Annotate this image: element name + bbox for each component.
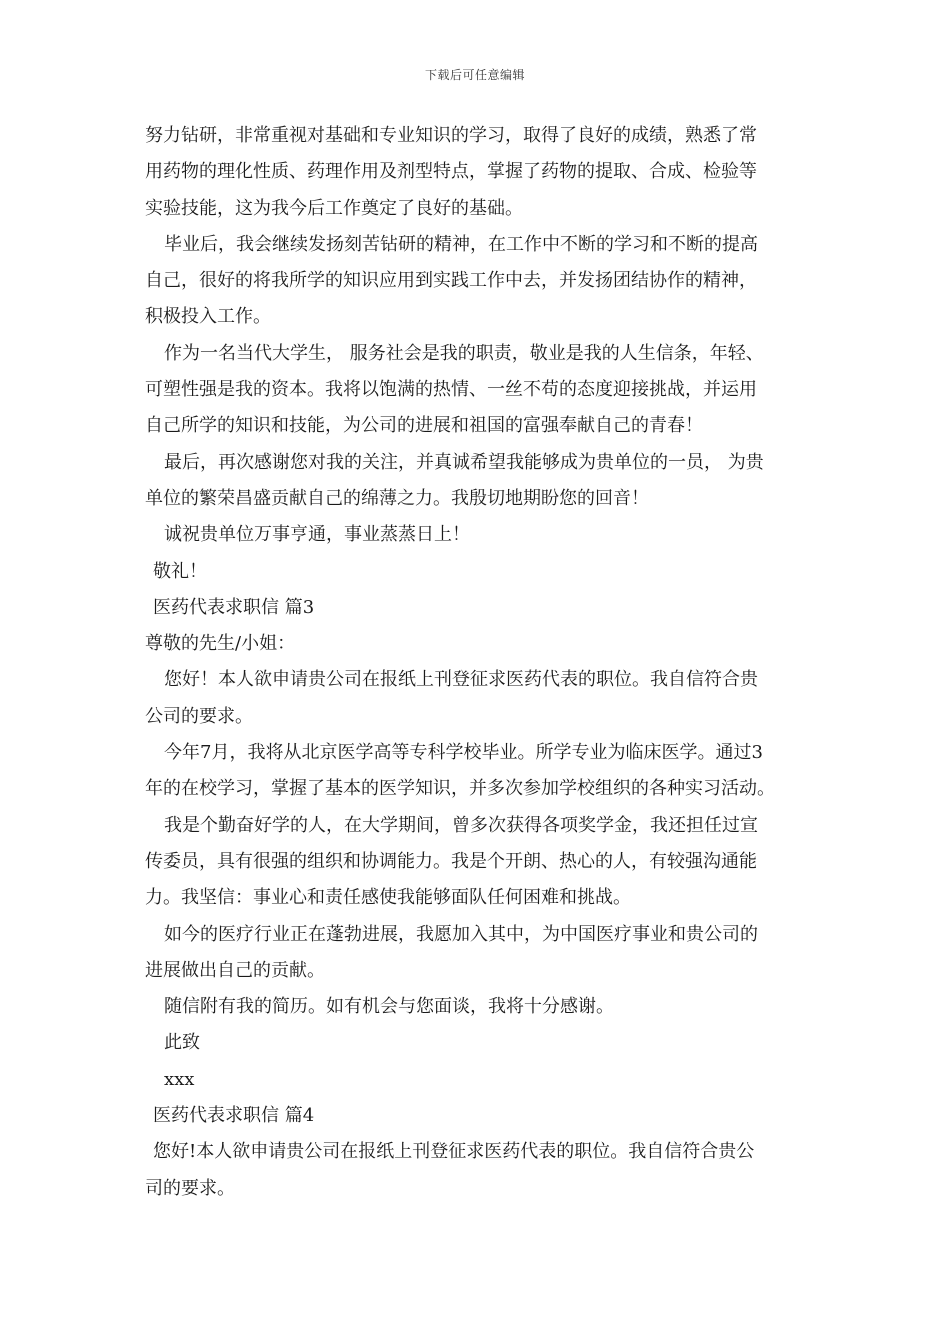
text-line: 年的在校学习，掌握了基本的医学知识，并多次参加学校组织的各种实习活动。 [145,778,775,800]
page-header: 下载后可任意编辑 [424,68,525,82]
text-line: 今年7月，我将从北京医学高等专科学校毕业。所学专业为临床医学。通过3 [164,742,763,764]
text-line: 传委员，具有很强的组织和协调能力。我是个开朗、热心的人，有较强沟通能 [145,850,757,872]
text-line: 诚祝贵单位万事亨通，事业蒸蒸日上！ [164,524,470,546]
greeting-line: 尊敬的先生/小姐： [145,633,296,655]
text-line: 努力钻研，非常重视对基础和专业知识的学习，取得了良好的成绩，熟悉了常 [145,125,757,146]
text-line: 自己，很好的将我所学的知识应用到实践工作中去，并发扬团结协作的精神， [145,270,757,292]
text-line: 作为一名当代大学生， 服务社会是我的职责，敬业是我的人生信条，年轻、 [164,342,764,364]
closing-line: 此致 [164,1032,200,1054]
text-line: 如今的医疗行业正在蓬勃进展，我愿加入其中，为中国医疗事业和贵公司的 [164,923,758,945]
text-line: 随信附有我的简历。如有机会与您面谈，我将十分感谢。 [164,996,614,1018]
text-line: 自己所学的知识和技能，为公司的进展和祖国的富强奉献自己的青春！ [145,415,703,437]
text-line: 实验技能，这为我今后工作奠定了良好的基础。 [145,197,523,219]
text-line: 毕业后，我会继续发扬刻苦钻研的精神，在工作中不断的学习和不断的提高 [164,233,758,255]
text-line: 进展做出自己的贡献。 [145,959,325,981]
signature-line: xxx [164,1068,195,1090]
text-line: 司的要求。 [145,1177,235,1199]
text-line: 力。我坚信：事业心和责任感使我能够面队任何困难和挑战。 [145,887,631,909]
section-heading: 医药代表求职信 篇4 [153,1105,315,1127]
document-body [145,118,810,1207]
text-line: 我是个勤奋好学的人，在大学期间，曾多次获得各项奖学金，我还担任过宣 [164,814,758,836]
text-line: 您好!本人欲申请贵公司在报纸上刊登征求医药代表的职位。我自信符合贵公 [153,1141,755,1163]
text-line: 公司的要求。 [145,705,253,727]
text-line: 单位的繁荣昌盛贡献自己的绵薄之力。我殷切地期盼您的回音！ [145,487,649,509]
text-line: 可塑性强是我的资本。我将以饱满的热情、一丝不苟的态度迎接挑战，并运用 [145,379,757,401]
text-line: 最后，再次感谢您对我的关注，并真诚希望我能够成为贵单位的一员， 为贵 [164,451,764,473]
section-heading: 医药代表求职信 篇3 [153,596,315,618]
text-line: 用药物的理化性质、药理作用及剂型特点，掌握了药物的提取、合成、检验等 [145,161,757,183]
text-line: 您好！本人欲申请贵公司在报纸上刊登征求医药代表的职位。我自信符合贵 [164,669,758,691]
closing-salutation: 敬礼！ [153,560,207,582]
text-line: 积极投入工作。 [145,306,271,328]
